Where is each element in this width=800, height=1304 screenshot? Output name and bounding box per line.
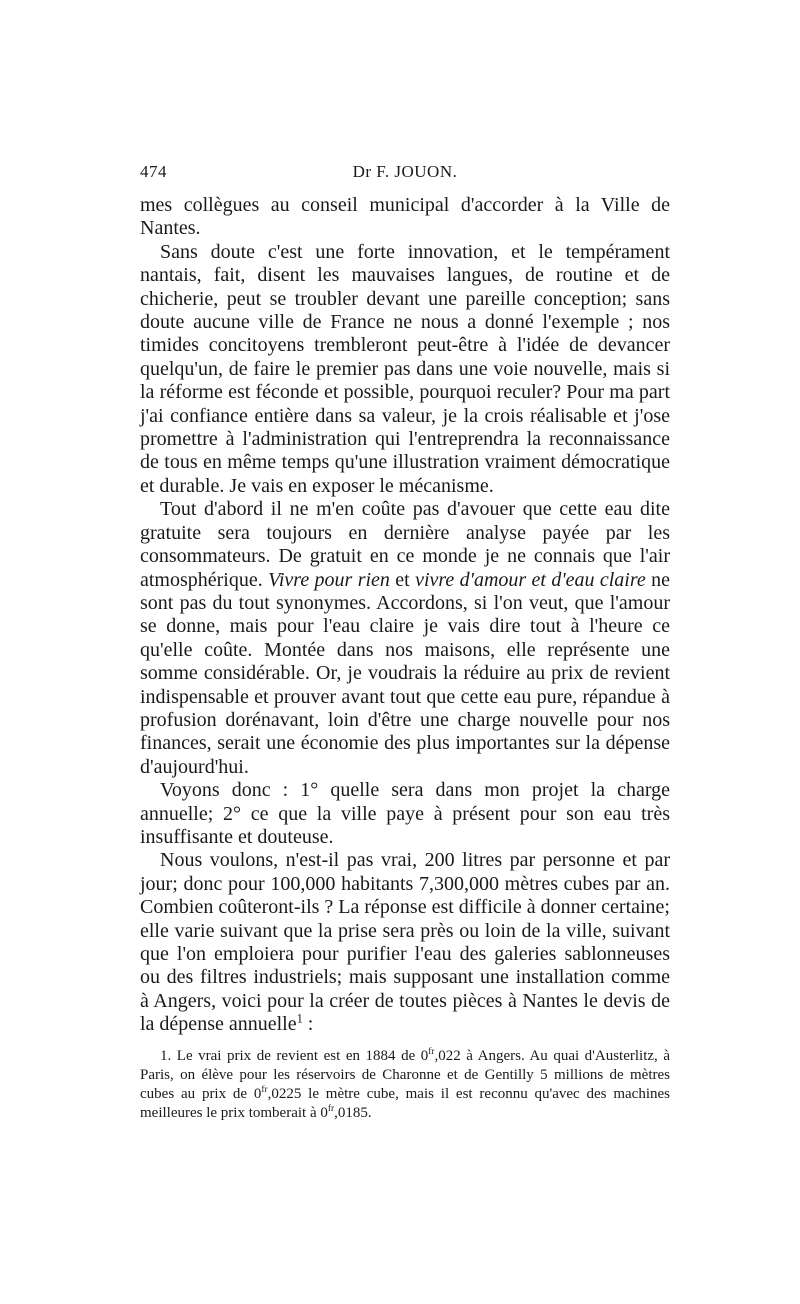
paragraph-1: mes collègues au conseil municipal d'accorder à la Ville de Nantes. [140, 194, 670, 240]
footnote-reference: 1 [296, 1011, 303, 1026]
footnote-marker: 1. [160, 1047, 172, 1064]
paragraph-5-tail: : [302, 1013, 314, 1036]
footnote-unit-3: fr [327, 1103, 335, 1114]
page-number: 474 [140, 162, 167, 181]
paragraph-3 [140, 498, 670, 779]
book-page [140, 162, 670, 1123]
paragraph-2: Sans doute c'est une forte innovation, et le tempérament nantais, fait, disent les mauvaises langues, de routine et de chicherie, peut se troubler devant une pareille conception; sans doute aucune ville de France ne nous a donné l'exemple ; nos timides concitoyens trembleront peut-être à l'idée de devancer quelqu'un, de faire le premier pas dans une voie nouvelle, mais si la réforme est féconde et possible, pourquoi reculer? Pour ma part j'ai confiance entière dans sa valeur, je la crois réalisable et j'ose promettre à l'administration qui l'entreprendra la reconnaissance de tous en même temps qu'une illustration vraiment démocratique et durable. Je vais en exposer le mécanisme. [140, 240, 670, 497]
footnote-text-b: ,022 à Angers. Au quai d'Austerlitz, à Paris, on élève pour les réservoirs de Charonne et de Gentilly 5 millions de mètres cubes au prix de 0 [140, 1047, 670, 1102]
body-text [140, 194, 670, 1037]
paragraph-3-text-b: et [389, 568, 416, 591]
footnote-1 [140, 1047, 670, 1123]
footnote-text-a: Le vrai prix de revient est en 1884 de 0 [171, 1047, 429, 1064]
italic-phrase-vivre-pour-rien: Vivre pour rien [268, 568, 390, 591]
footnote-unit-2: fr [261, 1084, 268, 1095]
paragraph-4: Voyons donc : 1° quelle sera dans mon projet la charge annuelle; 2° ce que la ville paye à présent pour son eau très insuffisante et douteuse. [140, 779, 670, 848]
footnote-text-d: ,0185. [334, 1104, 372, 1121]
footnote-unit-1: fr [428, 1046, 435, 1057]
italic-phrase-vivre-d-amour: vivre d'amour et d'eau claire [415, 568, 646, 591]
paragraph-3-text-a: Tout d'abord il ne m'en coûte pas d'avouer que cette eau dite gratuite sera toujours en dernière analyse payée par les consommateurs. De gratuit en ce monde je ne connais que l'air atmosphérique. [140, 498, 670, 591]
running-head [140, 162, 670, 188]
paragraph-5 [140, 849, 670, 1036]
footnotes [140, 1047, 670, 1123]
footnote-text-c: ,0225 le mètre cube, mais il est reconnu qu'avec des machines meilleures le prix tomberait à 0 [140, 1085, 670, 1121]
paragraph-3-text-c: ne sont pas du tout synonymes. Accordons, si l'on veut, que l'amour se donne, mais pour l'eau claire je vais dire tout à l'heure ce qu'elle coûte. Montée dans nos maisons, elle représente une somme considérable. Or, je voudrais la réduire au prix de revient indispensable et prouver avant tout que cette eau pure, répandue à profusion dorénavant, loin d'être une charge nouvelle pour nos finances, serait une économie des plus importantes sur la dépense d'aujourd'hui. [140, 568, 670, 778]
paragraph-5-text: Nous voulons, n'est-il pas vrai, 200 litres par personne et par jour; donc pour 100,000 habitants 7,300,000 mètres cubes par an. Combien coûteront-ils ? La réponse est difficile à donner certaine; elle varie suivant que la prise sera près ou loin de la ville, suivant que l'on emploiera pour purifier l'eau des galeries sablonneuses ou des filtres industriels; mais supposant une installation comme à Angers, voici pour la créer de toutes pièces à Nantes le devis de la dépense annuelle [140, 849, 670, 1036]
header-title: Dr F. JOUON. [352, 162, 458, 181]
